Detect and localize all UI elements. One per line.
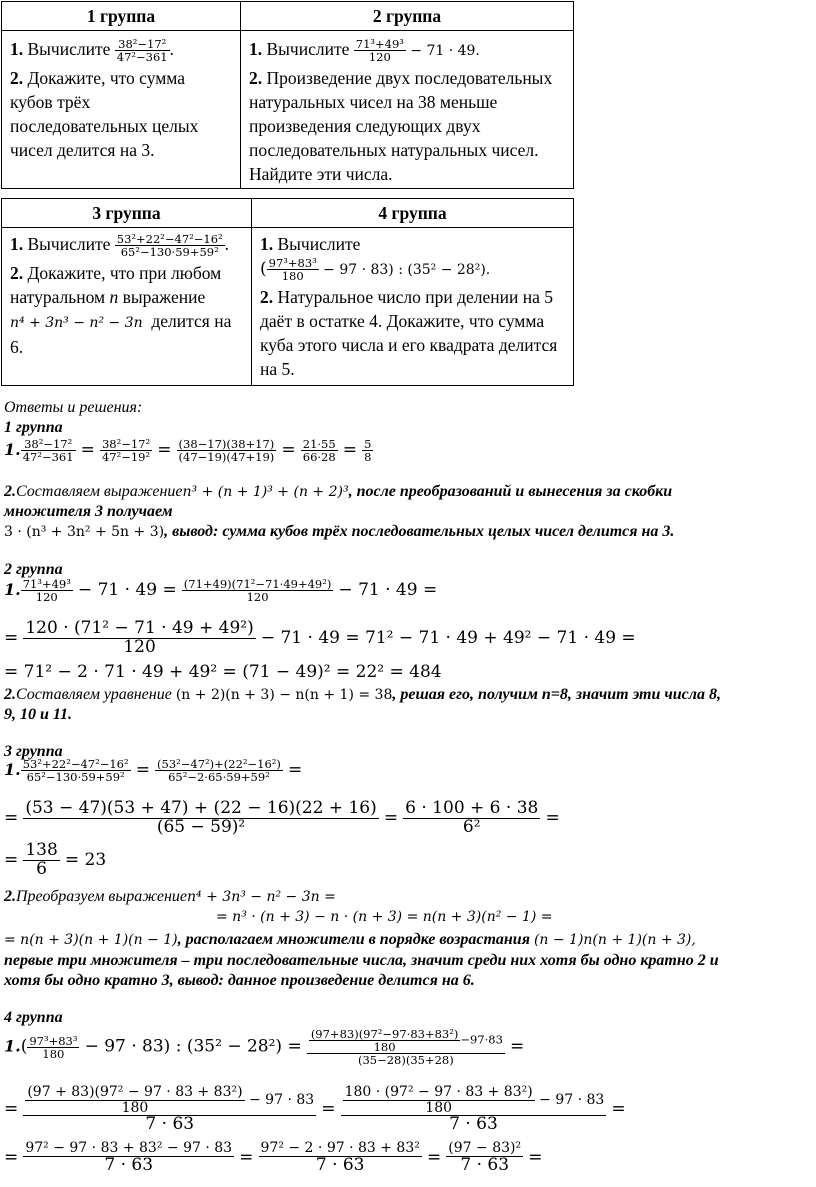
nested-fraction: $\frac{\text{(97 + 83)(97² − 97 · 83 + 83²)}}{180}$ − 97 · 83 7 · 63 [23, 1085, 316, 1134]
task-4-1: 1. Вычислите ( $\frac{\text{97³+83³}}{180}$ − 97 · 83) : (35² − 28²). [260, 234, 491, 284]
header-group-4: 4 группа [252, 199, 574, 228]
g1-solution-2-line3: 3 · (n³ + 3n² + 5n + 3), вывод: сумма кубов трёх последовательных целых чисел делится на 3. [4, 523, 675, 540]
table-groups-3-4 [1, 198, 574, 386]
g4-line-3: = $\frac{\text{97² − 97 · 83 + 83² − 97 · 83}}{7 \cdot 63}$ = $\frac{\text{97² − 2 · 97 · 83 + 83²}}{7 \cdot 63}$ = $\frac{\text{(97 − 83)²}}{7 \cdot 63}$ = [4, 1140, 543, 1175]
g4-title: 4 группа [4, 1009, 63, 1026]
task-2-1: 1. Вычислите $\frac{\text{71³+49³}}{120}$ − 71 · 49. [249, 37, 480, 65]
g2-solution-2-line2: 9, 10 и 11. [4, 706, 73, 723]
g3-solution-2-line2: = n³ · (n + 3) − n · (n + 3) = n(n + 3)(n² − 1) = [216, 909, 553, 925]
table-groups-1-2 [1, 1, 574, 189]
g1-solution-2-line2: множителя 3 получаем [4, 503, 173, 520]
cell-group-4 [252, 228, 574, 386]
g3-line-1: 1. $\frac{\text{53²+22²−47²−16²}}{\text{65²−130·59+59²}}$ = $\frac{\text{(53²−47²)+(22²−16²)}}{\text{65²−2·65·59+59²}}$ = [4, 757, 303, 785]
fraction: $\frac{\text{38²−17²}}{\text{47²−361}}$ [116, 37, 168, 65]
g3-solution-2-line4: первые три множителя – три последовательные числа, значит среди них хотя бы одно кратно 2 и [4, 952, 719, 969]
fraction: $\frac{\text{97³+83³}}{180}$ [268, 256, 317, 284]
cell-group-2 [241, 31, 574, 189]
header-group-1: 1 группа [2, 2, 241, 31]
g3-title: 3 группа [4, 743, 63, 760]
header-group-3: 3 группа [2, 199, 252, 228]
task-1-1: 1. Вычислите $\frac{\text{38²−17²}}{\text{47²−361}}$ . [10, 37, 174, 65]
fraction: $\frac{\text{71³+49³}}{120}$ [355, 37, 404, 65]
task-3-2: 2. Докажите, что при любом натуральном n выражение n⁴ + 3n³ − n² − 3n делится на 6. [10, 262, 232, 357]
g4-line-2: = $\frac{\text{(97 + 83)(97² − 97 · 83 + 83²)}}{180}$ − 97 · 83 7 · 63 = $\frac{\text{180 · (97² − 97 · 83 + 83²)}}{180}$ − 97 · 83 7 · 63 = [4, 1084, 626, 1135]
g1-solution-1: 1. $\frac{\text{38²−17²}}{\text{47²−361}}$ = $\frac{\text{38²−17²}}{\text{47²−19²}}$ = $\frac{(38-17)(38+17)}{(47-19)(47+19)}$ = $\frac{21\cdot 55}{66\cdot 28}$ = $\frac{5}{8}$ [4, 437, 372, 465]
g3-line-3: = $\frac{138}{6}$ = 23 [4, 840, 107, 879]
g2-title: 2 группа [4, 561, 63, 578]
fraction: $\frac{\text{53²+22²−47²−16²}}{\text{65²−130·59+59²}}$ [116, 232, 223, 260]
header-group-2: 2 группа [241, 2, 574, 31]
g2-solution-2: 2.Составляем уравнение (n + 2)(n + 3) − n(n + 1) = 38, решая его, получим n=8, значит эти числа 8, [4, 686, 721, 703]
g2-line-1: 1. $\frac{\text{71³+49³}}{120}$ − 71 · 49 = $\frac{\text{(71+49)(71²−71·49+49²)}}{120}$ − 71 · 49 = [4, 577, 438, 605]
task-4-2: 2. Натуральное число при делении на 5 даёт в остатке 4. Докажите, что сумма куба этого числа и его квадрата делится на 5. [260, 286, 558, 379]
answers-title: Ответы и решения: [4, 399, 143, 416]
g3-solution-2: 2.Преобразуем выражениеn⁴ + 3n³ − n² − 3n = [4, 888, 336, 905]
task-3-1: 1. Вычислите $\frac{\text{53²+22²−47²−16²}}{\text{65²−130·59+59²}}$ . [10, 232, 230, 260]
cell-group-1 [2, 31, 241, 189]
g3-solution-2-line5: хотя бы одно кратно 3, вывод: данное произведение делится на 6. [4, 972, 475, 989]
g2-line-3: = 71² − 2 · 71 · 49 + 49² = (71 − 49)² = 22² = 484 [4, 662, 442, 682]
g3-solution-2-line3: = n(n + 3)(n + 1)(n − 1), располагаем множители в порядке возрастания (n − 1)n(n + 1)(n + 3), [4, 931, 696, 948]
task-2-2: 2. Произведение двух последовательных натуральных чисел на 38 меньше произведения следующих двух последовательных натуральных чисел. Найдите эти числа. [249, 67, 553, 184]
g2-line-2: = $\frac{\text{120 · (71² − 71 · 49 + 49²)}}{120}$ − 71 · 49 = 71² − 71 · 49 + 49² − 71 · 49 = [4, 618, 636, 657]
cell-group-3 [2, 228, 252, 386]
g3-line-2: = $\frac{(53 - 47)(53 + 47) + (22 - 16)(22 + 16)}{\text{(65 − 59)²}}$ = $\frac{6 \cdot 100 + 6 \cdot 38}{\text{6²}}$ = [4, 798, 560, 837]
g4-line-1: 1.( $\frac{\text{97³+83³}}{180}$ − 97 · 83) : (35² − 28²) = $\frac{\text{(97+83)(97²−97·83+83²)}}{180}$ −97·83 (35−28)(35+28) = [4, 1027, 525, 1068]
task-1-2: 2. Докажите, что сумма кубов трёх последовательных целых чисел делится на 3. [10, 67, 199, 160]
g1-title: 1 группа [4, 419, 63, 436]
nested-fraction: $\frac{\text{180 · (97² − 97 · 83 + 83²)}}{180}$ − 97 · 83 7 · 63 [341, 1085, 607, 1134]
nested-fraction: $\frac{\text{(97+83)(97²−97·83+83²)}}{180}$ −97·83 (35−28)(35+28) [307, 1028, 505, 1066]
g1-solution-2: 2.Составляем выражениеn³ + (n + 1)³ + (n + 2)³, после преобразований и вынесения за скобки [4, 483, 673, 500]
